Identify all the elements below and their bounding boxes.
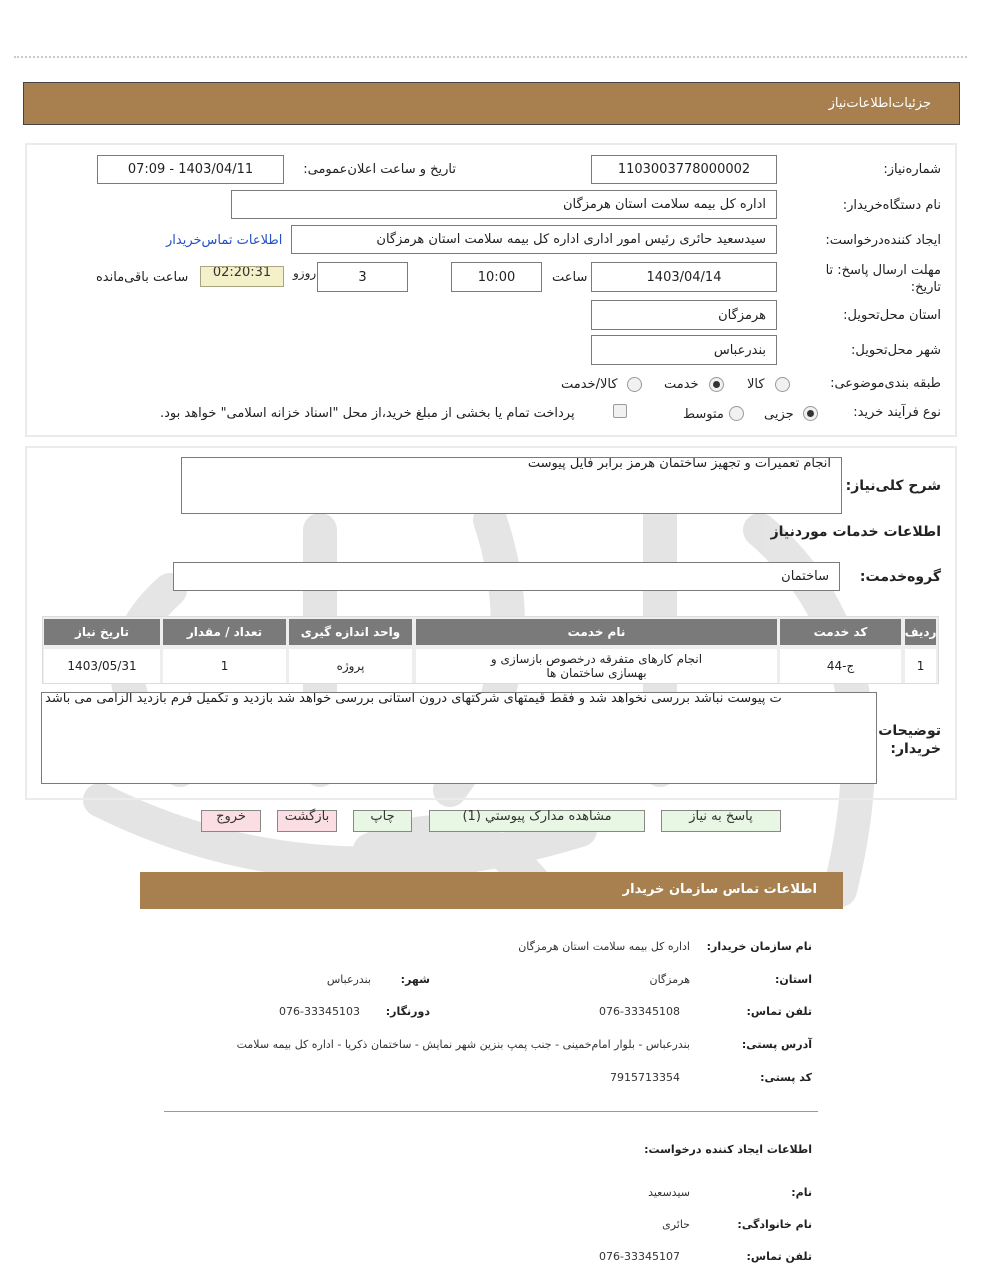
remaining-days-field: 3 [317,262,408,292]
deadline-label: مهلت ارسال پاسخ: تا تاریخ: [825,263,941,295]
requester-name-label: نام: [791,1186,812,1199]
col-header-unit: واحد اندازه گیری [289,619,412,645]
deadline-date-field: 1403/04/14 [591,262,777,292]
treasury-payment-checkbox[interactable] [613,404,627,418]
requester-name-value: سیدسعید [648,1186,690,1199]
service-group-field: ساختمان [173,562,840,591]
deadline-hour-label: ساعت [552,270,588,285]
view-attachments-button[interactable]: مشاهده مدارک پیوستي (1) [429,810,645,832]
announce-date-label: تاریخ و ساعت اعلان‌عمومی: [303,162,456,177]
contact-divider [164,1111,818,1112]
category-service-radio[interactable] [709,377,724,392]
buyer-label: نام دستگاه‌خریدار: [842,198,941,213]
need-number-label: شماره‌نیاز: [883,162,941,177]
remaining-time-label: ساعت باقی‌مانده [96,270,189,285]
category-goods-service-label: کالا/خدمت [561,377,618,392]
services-section-title: اطلاعات خدمات موردنیاز [770,524,941,540]
contact-address-label: آدرس پستی: [741,1038,812,1051]
requester-phone-value: 076-33345107 [599,1250,680,1263]
province-field: هرمزگان [591,300,777,330]
requester-family-value: حائری [662,1218,690,1231]
contact-province-value: هرمزگان [649,973,690,986]
category-label: طبقه بندی‌موضوعی: [830,376,941,391]
col-header-quantity: تعداد / مقدار [163,619,286,645]
process-minor-radio[interactable] [803,406,818,421]
cell-quantity: 1 [163,649,286,683]
top-dotted-divider [14,56,967,58]
city-label: شهر محل‌تحویل: [851,343,941,358]
buyer-contact-link[interactable]: اطلاعات تماس‌خریدار [166,233,283,248]
contact-province-label: استان: [775,973,812,986]
page-title: جزئیات‌اطلاعات‌نیاز [828,96,931,111]
creator-label: ایجاد کننده‌درخواست: [825,233,941,248]
contact-address-value: بندرعباس - بلوار امام‌خمینی - جنب پمپ بنزین شهر نمایش - ساختمان ذکریا - اداره کل بیمه سلامت [236,1038,690,1051]
process-minor-label: جزیی [764,407,794,422]
creator-field: سیدسعید حائری رئیس امور اداری اداره کل بیمه سلامت استان هرمزگان [291,225,777,254]
remaining-time-counter: 02:20:31 [200,266,284,287]
description-label: شرح کلی‌نیاز: [845,478,941,494]
contact-city-label: شهر: [400,973,430,986]
col-header-service-code: کد خدمت [780,619,901,645]
contact-phone-value: 076-33345108 [599,1005,680,1018]
contact-postal-value: 7915713354 [610,1071,680,1084]
back-button[interactable]: بازگشت [277,810,337,832]
city-field: بندرعباس [591,335,777,365]
col-header-service-name: نام خدمت [416,619,777,645]
page-title-bar [23,82,960,125]
reply-to-need-button[interactable]: پاسخ به نیاز [661,810,781,832]
announce-date-field: 1403/04/11 - 07:09 [97,155,284,184]
cell-unit: پروژه [289,649,412,683]
service-group-label: گروه‌خدمت: [859,569,941,585]
contact-org-value: اداره کل بیمه سلامت استان هرمزگان [518,940,690,953]
buyer-contact-title: اطلاعات تماس سازمان خریدار [622,882,817,897]
requester-title: اطلاعات ایجاد کننده درخواست: [644,1143,812,1156]
category-service-label: خدمت [664,377,699,392]
process-label: نوع فرآیند خرید: [853,405,941,420]
category-goods-label: کالا [747,377,765,392]
buyer-notes-field: ت پیوست نباشد بررسی نخواهد شد و فقط قیمتهای شرکتهای درون استانی بررسی خواهد شد بازدید و تکمیل فرم بازدید الزامی می باشد [41,692,877,784]
cell-row-number: 1 [905,649,936,683]
contact-city-value: بندرعباس [326,973,371,986]
col-header-need-date: تاریخ نیاز [44,619,160,645]
exit-button[interactable]: خروج [201,810,261,832]
province-label: استان محل‌تحویل: [843,308,941,323]
process-medium-label: متوسط [683,407,724,422]
need-number-field: 1103003778000002 [591,155,777,184]
cell-need-date: 1403/05/31 [44,649,160,683]
category-goods-radio[interactable] [775,377,790,392]
treasury-payment-note: پرداخت تمام یا بخشی از مبلغ خرید،از محل "اسناد خزانه اسلامی" خواهد بود. [160,406,575,421]
deadline-time-field: 10:00 [451,262,542,292]
requester-phone-label: تلفن تماس: [746,1250,812,1263]
contact-fax-value: 076-33345103 [279,1005,360,1018]
description-field: انجام تعمیرات و تجهیز ساختمان هرمز برابر فایل پیوست [181,457,842,514]
print-button[interactable]: چاپ [353,810,412,832]
buyer-field: اداره کل بیمه سلامت استان هرمزگان [231,190,777,219]
cell-service-name: انجام کارهای متفرقه درخصوص بازسازی و بهسازی ساختمان ها [416,649,777,683]
contact-postal-label: کد پستی: [760,1071,812,1084]
contact-fax-label: دورنگار: [385,1005,430,1018]
contact-phone-label: تلفن تماس: [746,1005,812,1018]
cell-service-code: ج-44 [780,649,901,683]
contact-org-label: نام سازمان خریدار: [706,940,812,953]
buyer-notes-label: توضیحات خریدار: [878,723,941,757]
buyer-contact-title-bar [140,872,843,909]
services-table [42,616,939,684]
category-goods-service-radio[interactable] [627,377,642,392]
days-label: روزو [293,266,317,280]
requester-family-label: نام خانوادگی: [737,1218,812,1231]
process-medium-radio[interactable] [729,406,744,421]
col-header-row-number: ردیف [905,619,936,645]
